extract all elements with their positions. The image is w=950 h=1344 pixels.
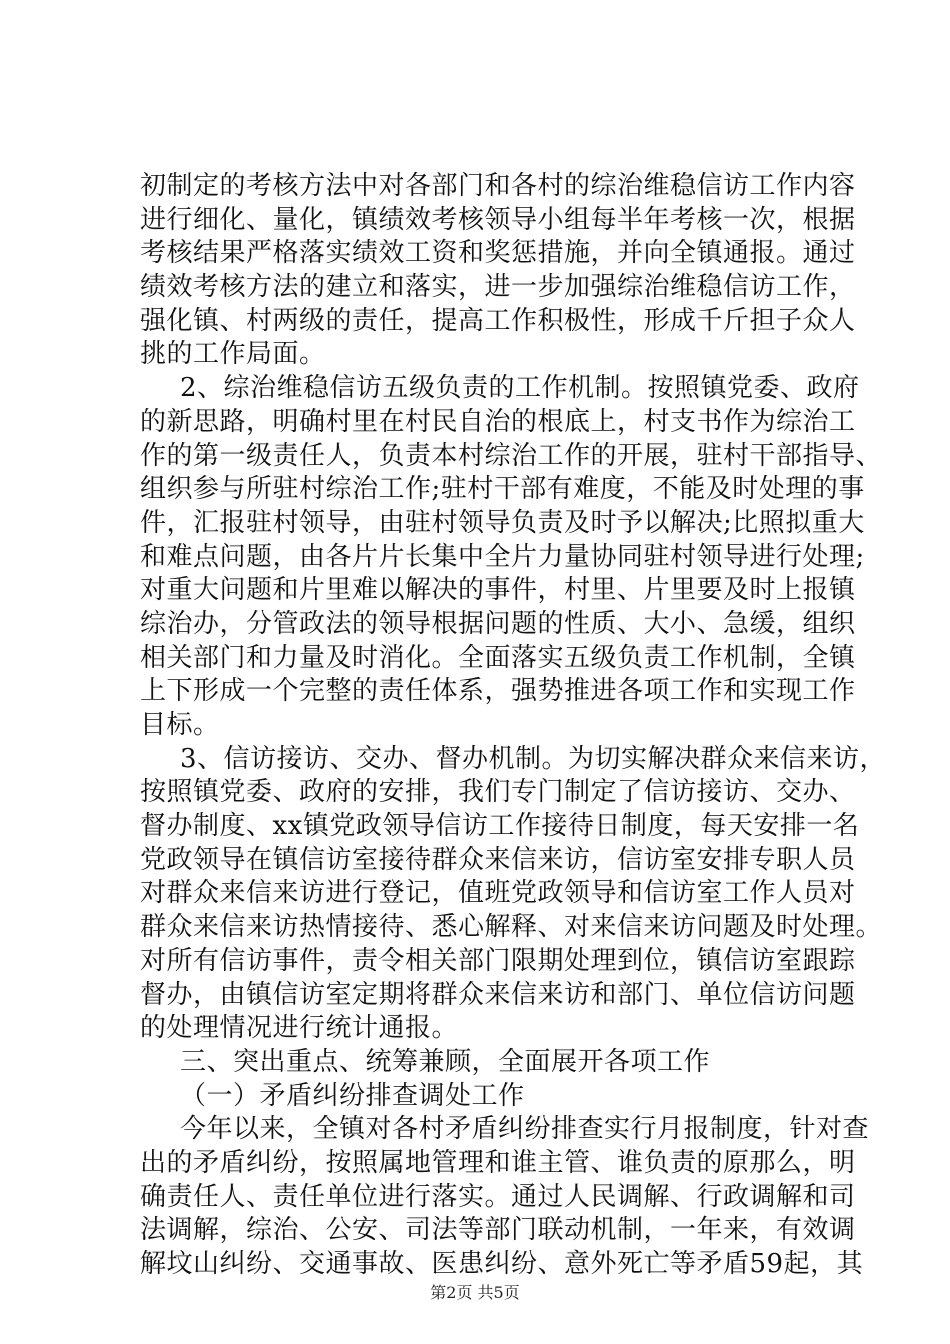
text-line: 确责任人、责任单位进行落实。通过人民调解、行政调解和司 — [140, 1181, 856, 1212]
text-line: 按照镇党委、政府的安排，我们专门制定了信访接访、交办、 — [140, 777, 856, 808]
text-line: 作的第一级责任人，负责本村综治工作的开展，驻村干部指导、 — [140, 440, 883, 471]
text-line: 的处理情况进行统计通报。 — [140, 1013, 459, 1044]
page-number-label: 第2页 共5页 — [430, 1283, 520, 1302]
text-line: 群众来信来访热情接待、悉心解释、对来信来访问题及时处理。 — [140, 912, 883, 943]
text-line: 相关部门和力量及时消化。全面落实五级负责工作机制，全镇 — [140, 642, 856, 673]
document-body — [140, 170, 887, 1282]
subsection-heading: （一）矛盾纠纷排查调处工作 — [180, 1080, 525, 1111]
text-line: 和难点问题，由各片片长集中全片力量协同驻村领导进行处理; — [140, 541, 865, 572]
text-line: 对群众来信来访进行登记，值班党政领导和信访室工作人员对 — [140, 878, 856, 909]
text-line: 绩效考核方法的建立和落实，进一步加强综治维稳信访工作， — [140, 272, 856, 303]
section-heading: 三、突出重点、统筹兼顾，全面展开各项工作 — [180, 1046, 711, 1077]
text-line: 组织参与所驻村综治工作;驻村干部有难度，不能及时处理的事 — [140, 474, 865, 505]
text-line: 的新思路，明确村里在村民自治的根底上，村支书作为综治工 — [140, 406, 856, 437]
text-line: 解坟山纠纷、交通事故、医患纠纷、意外死亡等矛盾59起，其 — [140, 1249, 864, 1279]
text-line: 考核结果严格落实绩效工资和奖惩措施，并向全镇通报。通过 — [140, 238, 856, 269]
page-footer — [0, 1283, 950, 1303]
text-line: 挑的工作局面。 — [140, 339, 326, 370]
text-line: 进行细化、量化，镇绩效考核领导小组每半年考核一次，根据 — [140, 204, 856, 235]
text-line: 对所有信访事件，责令相关部门限期处理到位，镇信访室跟踪 — [140, 945, 856, 976]
text-line: 综治办，分管政法的领导根据问题的性质、大小、急缓，组织 — [140, 608, 856, 639]
text-line: 法调解，综治、公安、司法等部门联动机制，一年来，有效调 — [140, 1215, 856, 1246]
text-line: 对重大问题和片里难以解决的事件，村里、片里要及时上报镇 — [140, 575, 856, 606]
text-line: 3、信访接访、交办、督办机制。为切实解决群众来信来访， — [180, 743, 887, 774]
text-line: 督办制度、xx镇党政领导信访工作接待日制度，每天安排一名 — [140, 811, 860, 842]
text-line: 初制定的考核方法中对各部门和各村的综治维稳信访工作内容 — [140, 171, 856, 201]
text-line: 强化镇、村两级的责任，提高工作积极性，形成千斤担子众人 — [140, 305, 856, 336]
text-line: 督办，由镇信访室定期将群众来信来访和部门、单位信访问题 — [140, 979, 856, 1010]
text-line: 今年以来，全镇对各村矛盾纠纷排查实行月报制度，针对查 — [180, 1114, 870, 1145]
text-line: 党政领导在镇信访室接待群众来信来访，信访室安排专职人员 — [140, 844, 856, 875]
text-line: 2、综治维稳信访五级负责的工作机制。按照镇党委、政府 — [180, 373, 860, 404]
text-line: 目标。 — [140, 710, 220, 740]
text-line: 出的矛盾纠纷，按照属地管理和谁主管、谁负责的原那么，明 — [140, 1147, 856, 1178]
text-line: 上下形成一个完整的责任体系，强势推进各项工作和实现工作 — [140, 676, 856, 707]
text-line: 件，汇报驻村领导，由驻村领导负责及时予以解决;比照拟重大 — [140, 507, 865, 538]
